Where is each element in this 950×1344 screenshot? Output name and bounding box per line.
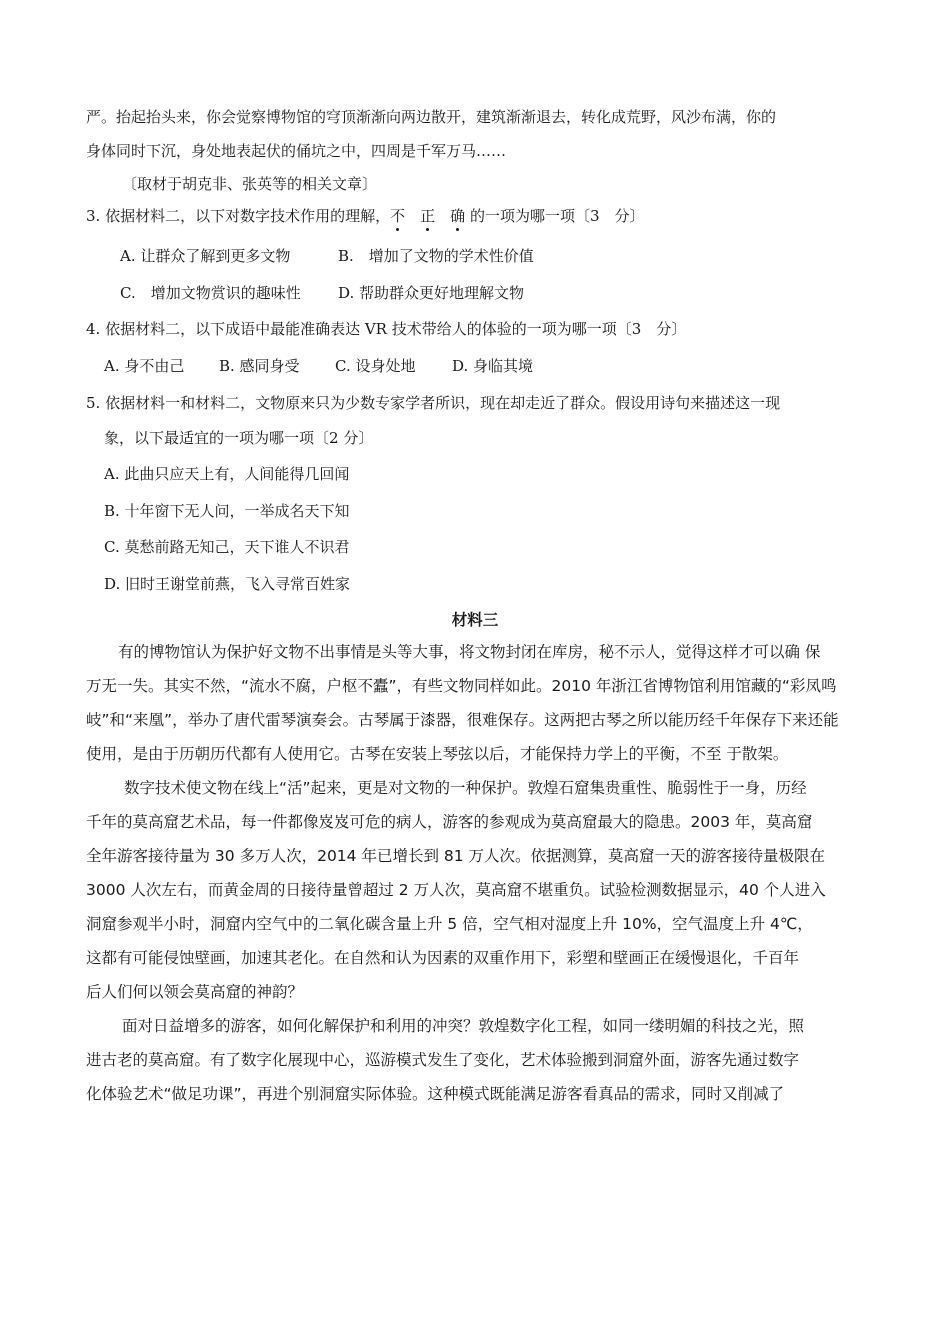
material-three-p1-line-1: 有的博物馆认为保护好文物不出事情是头等大事，将文物封闭在库房，秘不示人，觉得这样才可以确 保 <box>118 643 821 661</box>
material-three-p3-line-1: 面对日益增多的游客，如何化解保护和利用的冲突？敦煌数字化工程，如同一缕明媚的科技之光，照 <box>122 1017 805 1035</box>
question-4-option-d: D. 身临其境 <box>452 357 534 375</box>
question-4-stem: 4. 依据材料二，以下成语中最能准确表达 VR 技术带给人的体验的一项为哪一项〔3 分〕 <box>86 320 687 338</box>
material-three-p3-line-3: 化体验艺术“做足功课”，再进个别洞窟实际体验。这种模式既能满足游客看真品的需求，同时又削减了 <box>86 1085 785 1103</box>
material-three-p2-line-5: 洞窟参观半小时，洞窟内空气中的二氧化碳含量上升 5 倍，空气相对湿度上升 10%，空气温度上升 4℃， <box>86 915 813 933</box>
question-4-option-b: B. 感同身受 <box>219 357 300 375</box>
question-5-option-c: C. 莫愁前路无知己，天下谁人不识君 <box>104 538 350 556</box>
question-3-option-a: A. 让群众了解到更多文物 <box>120 247 291 265</box>
material-three-p2-line-4: 3000 人次左右，而黄金周的日接待量曾超过 2 万人次，莫高窟不堪重负。试验检测数据显示，40 个人进入 <box>86 881 826 899</box>
question-5-stem-line-1: 5. 依据材料一和材料二，文物原来只为少数专家学者所识，现在却走近了群众。假设用诗句来描述这一现 <box>86 394 781 412</box>
material-three-p2-line-6: 这都有可能侵蚀壁画，加速其老化。在自然和认为因素的双重作用下，彩塑和壁画正在缓慢退化，千百年 <box>86 949 800 967</box>
question-5-option-a: A. 此曲只应天上有，人间能得几回闻 <box>104 465 350 483</box>
material-three-p2-line-1: 数字技术使文物在线上“活”起来，更是对文物的一种保护。敦煌石窟集贵重性、脆弱性于一身，历经 <box>124 779 807 797</box>
question-5-option-b: B. 十年窗下无人问，一举成名天下知 <box>104 502 350 520</box>
question-3-stem <box>86 206 645 226</box>
material-three-p3-line-2: 进古老的莫高窟。有了数字化展现中心，巡游模式发生了变化，艺术体验搬到洞窟外面，游客先通过数字 <box>86 1051 800 1069</box>
material-three-p1-line-2: 万无一失。其实不然，“流水不腐，户枢不蠹”，有些文物同样如此。2010 年浙江省博物馆利用馆藏的“彩凤鸣 <box>86 677 837 695</box>
question-3-option-d: D. 帮助群众更好地理解文物 <box>338 284 525 302</box>
material-three-title: 材料三 <box>451 611 499 629</box>
material-three-p1-line-3: 岐”和“来凰”，举办了唐代雷琴演奏会。古琴属于漆器，很难保存。这两把古琴之所以能历经千年保存下来还能 <box>86 711 839 729</box>
question-5-stem-line-2: 象，以下最适宜的一项为哪一项〔2 分〕 <box>104 429 374 447</box>
question-5-option-d: D. 旧时王谢堂前燕，飞入寻常百姓家 <box>104 575 351 593</box>
question-4-option-a: A. 身不由己 <box>104 357 185 375</box>
material-two-source: 〔取材于胡克非、张英等的相关文章〕 <box>122 175 378 193</box>
question-3-stem-prefix: 3. 依据材料二，以下对数字技术作用的理解， <box>86 207 391 225</box>
material-three-p2-line-7: 后人们何以领会莫高窟的神韵？ <box>86 983 304 1001</box>
material-two-line-2: 身体同时下沉，身处地表起伏的俑坑之中，四周是千军万马…… <box>86 142 507 160</box>
emphasis-char-1: 不 <box>390 207 406 225</box>
emphasis-char-3: 确 <box>450 207 466 225</box>
question-3-stem-suffix: 的一项为哪一项〔3 分〕 <box>465 207 645 225</box>
material-three-p2-line-2: 千年的莫高窟艺术品，每一件都像岌岌可危的病人，游客的参观成为莫高窟最大的隐患。2003 年，莫高窟 <box>86 813 813 831</box>
question-3-option-c: C. 增加文物赏识的趣味性 <box>120 284 301 302</box>
emphasis-char-2: 正 <box>420 207 436 225</box>
question-3-option-b: B. 增加了文物的学术性价值 <box>338 247 534 265</box>
material-three-p2-line-3: 全年游客接待量为 30 多万人次，2014 年已增长到 81 万人次。依据测算，莫高窟一天的游客接待量极限在 <box>86 847 826 865</box>
material-three-p1-line-4: 使用，是由于历朝历代都有人使用它。古琴在安装上琴弦以后，才能保持力学上的平衡，不至 于散架。 <box>86 745 789 763</box>
material-two-line-1: 严。抬起抬头来，你会觉察博物馆的穹顶渐渐向两边散开，建筑渐渐退去，转化成荒野，风沙布满，你的 <box>86 108 777 126</box>
question-4-option-c: C. 设身处地 <box>335 357 416 375</box>
